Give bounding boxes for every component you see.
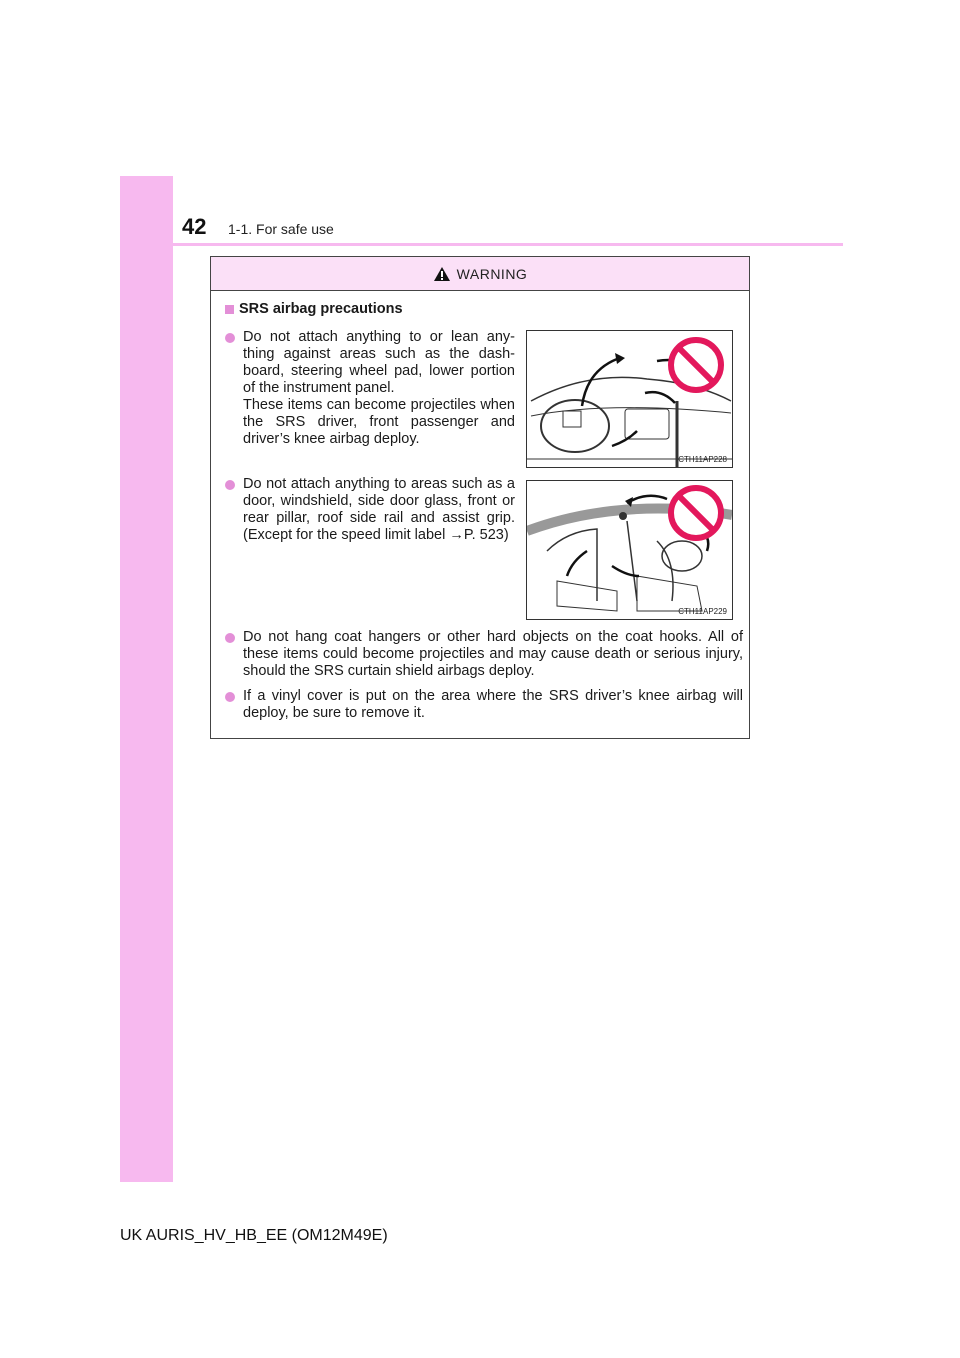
- bullet-text: Do not hang coat hangers or other hard objects on the coat hooks. All of these items could become projectiles and may cause death or serious injury, should the SRS curtain shield airbags deploy.: [243, 629, 743, 679]
- section-title: 1-1. For safe use: [228, 221, 334, 237]
- side-tab: [120, 176, 173, 1182]
- bullet-item: [225, 329, 515, 448]
- subsection-heading-text: SRS airbag precautions: [239, 301, 403, 317]
- bullet-text: If a vinyl cover is put on the area where the SRS driver’s knee airbag will deploy, be sure to remove it.: [243, 688, 743, 721]
- header-rule: [120, 243, 843, 246]
- interior-illustration: [526, 480, 733, 620]
- warning-box: [210, 256, 750, 739]
- bullet-dot-icon: [225, 480, 235, 490]
- prohibition-icon: [668, 337, 724, 393]
- warning-header: [211, 257, 749, 291]
- bullet-item: [225, 629, 743, 680]
- prohibition-icon: [668, 485, 724, 541]
- bullet-text: These items can become projectiles when the SRS driver, front passenger and driver’s knee airbag deploy.: [243, 397, 515, 447]
- footer-model-code: UK AURIS_HV_HB_EE (OM12M49E): [120, 1227, 388, 1244]
- bullet-item: [225, 688, 743, 722]
- bullet-dot-icon: [225, 633, 235, 643]
- figure-code: CTH11AP228: [678, 455, 727, 464]
- bullet-dot-icon: [225, 333, 235, 343]
- warning-triangle-icon: [433, 266, 451, 282]
- figure-code: CTH11AP229: [678, 607, 727, 616]
- bullet-item: [225, 476, 515, 544]
- square-bullet-icon: [225, 305, 234, 314]
- bullet-dot-icon: [225, 692, 235, 702]
- bullet-text: Do not attach anything to or lean any-thing against areas such as the dash-board, steering wheel pad, lower portion of the instrument panel.: [243, 329, 515, 396]
- warning-label: WARNING: [456, 265, 528, 282]
- dashboard-illustration: [526, 330, 733, 468]
- bullet-text: Do not attach anything to areas such as a door, windshield, side door glass, front or rear pillar, roof side rail and assist grip. (Except for the speed limit label →P. 523): [243, 476, 515, 543]
- subsection-heading: [225, 301, 403, 317]
- page-number: 42: [182, 214, 207, 239]
